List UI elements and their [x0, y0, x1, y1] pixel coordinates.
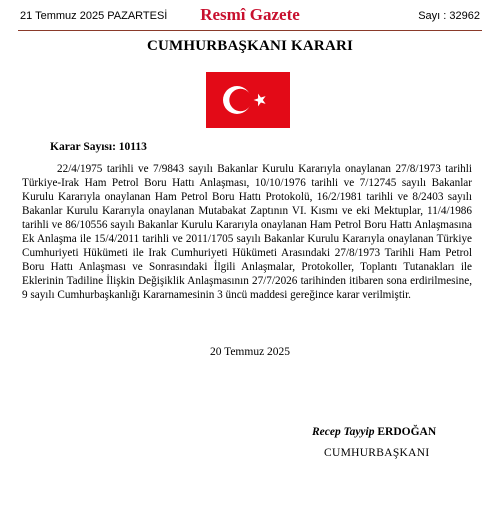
- gazette-title: Resmî Gazete: [200, 5, 300, 24]
- decision-body: 22/4/1975 tarihli ve 7/9843 sayılı Bakanlar Kurulu Kararıyla onaylanan 27/8/1973 tarihli Türkiye-Irak Ham Petrol Boru Hattı Anlaşması, 10/10/1976 tarihli ve 7/12745 sayılı Bakanlar Kurulu Kararıyla onaylanan Ham Petrol Boru Hattı Protokolü, 16/2/1981 tarihli ve 8/2403 sayılı Bakanlar Kurulu Kararıyla onaylanan Mutabakat Zaptının VI. Kısmı ve eki Mektuplar, 11/4/1986 tarihli ve 86/10556 sayılı Bakanlar Kurulu Kararıyla onaylanan Ham Petrol Boru Hattı Anlaşmasına Ek Anlaşma ile 15/4/2011 tarihli ve 2011/1705 sayılı Bakanlar Kurulu Kararıyla onaylanan Türkiye Cumhuriyeti Hükümeti ile Irak Cumhuriyeti Hükümeti Arasındaki 27/8/1973 Tarihli Ham Petrol Boru Hattı Anlaşması ve Sonrasındaki İlgili Anlaşmalar, Protokoller, Toplantı Tutanakları ile Eklerinin Tadiline İlişkin Değişiklik Anlaşmasının 27/7/2026 tarihinden itibaren sona erdirilmesine, 9 sayılı Cumhurbaşkanlığı Kararnamesinin 3 üncü maddesi gereğince karar verilmiştir.: [22, 163, 472, 302]
- decision-number: Karar Sayısı: 10113: [50, 141, 147, 153]
- decision-date: 20 Temmuz 2025: [209, 346, 291, 358]
- header-date: 21 Temmuz 2025 PAZARTESİ: [20, 10, 168, 22]
- signer-last-name: ERDOĞAN: [377, 426, 437, 438]
- signer-title: CUMHURBAŞKANI: [324, 447, 430, 459]
- signer-first-name: Recep Tayyip: [312, 426, 378, 438]
- issue-number: Sayı : 32962: [418, 10, 480, 22]
- turkish-flag-icon: [206, 72, 290, 128]
- gazette-header: [18, 4, 482, 31]
- signer-name: [312, 426, 436, 438]
- document-title: CUMHURBAŞKANI KARARI: [146, 38, 354, 54]
